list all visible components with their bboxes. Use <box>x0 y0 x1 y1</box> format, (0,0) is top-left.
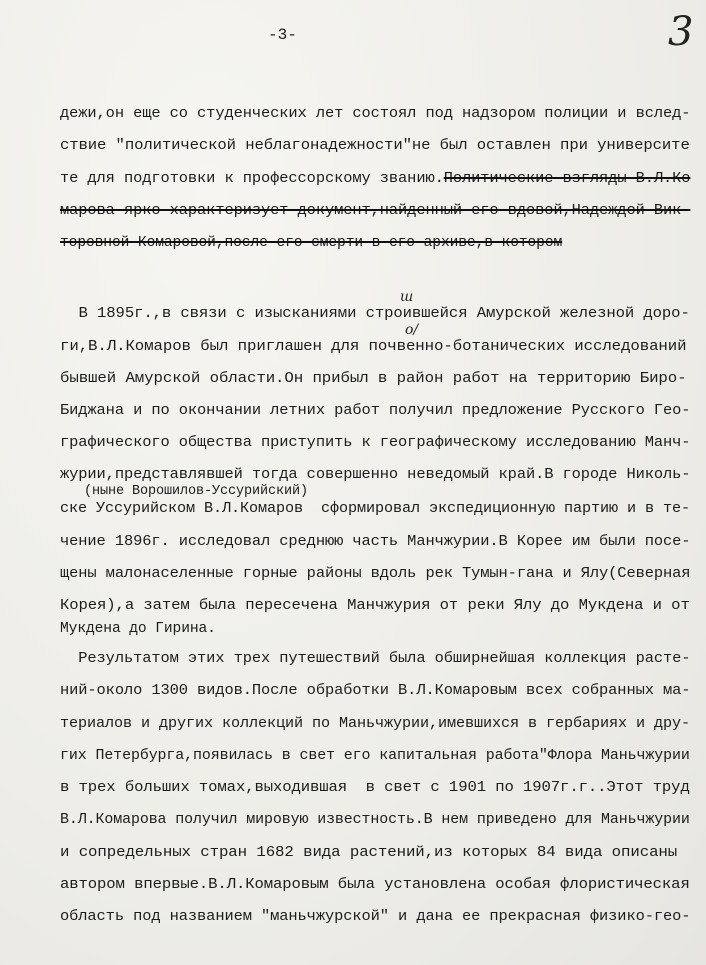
handwritten-correction: о/ <box>405 322 419 338</box>
text-segment: чение 1896г. исследовал среднюю часть Манчжурии.В Корее им были посе- <box>60 534 691 550</box>
text-line <box>60 306 690 322</box>
text-line <box>60 371 686 387</box>
text-line <box>60 683 690 699</box>
text-line <box>60 339 686 355</box>
text-segment: журии,представлявшей тогда совершенно неведомый край.В городе Николь- <box>60 467 691 483</box>
text-line <box>60 235 562 251</box>
text-line <box>60 435 690 451</box>
text-line <box>60 621 216 637</box>
text-segment: и сопредельных стран 1682 вида растений,из которых 84 вида описаны <box>60 845 678 861</box>
struck-text: марова ярко характеризует документ,найденный его вдовой,Надеждой Вик- <box>60 203 691 219</box>
text-segment: Корея),а затем была пересечена Манчжурия от реки Ялу до Мукдена и от <box>60 598 690 614</box>
text-line <box>60 566 690 582</box>
text-line <box>60 467 690 483</box>
text-segment: ствие "политической неблагонадежности"не был оставлен при университе <box>60 138 690 154</box>
text-segment: ги,В.Л.Комаров был приглашен для почвенно-ботанических исследований <box>60 339 687 355</box>
struck-text: торовной Комаровой,после его смерти в его архиве,в котором <box>60 235 563 251</box>
text-segment: автором впервые.В.Л.Комаровым была установлена особая флористическая <box>60 877 690 893</box>
text-line <box>60 171 690 187</box>
text-segment: В.Л.Комарова получил мировую известность.В нем приведено для Маньчжурии <box>60 812 690 828</box>
text-segment: гих Петербурга,появилась в свет его капитальная работа"Флора Маньчжурии <box>60 748 690 764</box>
text-segment: Мукдена до Гирина. <box>60 621 216 637</box>
text-segment: ске Уссурийском В.Л.Комаров сформировал экспедиционную партию и в те- <box>60 501 691 517</box>
text-line <box>60 716 690 732</box>
text-line <box>60 748 690 764</box>
handwritten-correction: ш <box>400 289 414 305</box>
text-line <box>60 812 690 828</box>
text-segment: в трех больших томах,выходившая в свет с 1901 по 1907г.г..Этот труд <box>60 780 690 796</box>
text-segment: графического общества приступить к географическому исследованию Манч- <box>60 435 691 451</box>
text-segment: те для подготовки к профессорскому званию. <box>60 171 444 187</box>
text-line <box>60 138 690 154</box>
text-line <box>60 845 677 861</box>
text-segment: щены малонаселенные горные районы вдоль рек Тумын-гана и Ялу(Северная <box>60 566 691 582</box>
text-segment: Биджана и по окончании летних работ получил предложение Русского Гео- <box>60 403 691 419</box>
page-number: -3- <box>268 26 297 44</box>
text-segment: дежи,он еще со студенческих лет состоял под надзором полиции и вслед- <box>60 106 691 122</box>
text-line <box>60 877 690 893</box>
text-line <box>60 403 690 419</box>
text-line <box>60 598 690 614</box>
text-segment: териалов и других коллекций по Маньчжурии,имевшихся в гербариях и дру- <box>60 716 691 732</box>
text-segment: Результатом этих трех путешествий была обширнейшая коллекция расте- <box>60 651 691 667</box>
struck-text: Политические взгляды В.Л.Ко <box>443 171 691 187</box>
text-line <box>60 651 690 667</box>
text-segment: область под названием "маньчжурской" и дана ее прекрасная физико-гео- <box>60 909 691 925</box>
text-line <box>60 534 690 550</box>
text-line <box>60 501 690 517</box>
text-line <box>60 203 690 219</box>
text-segment: бывшей Амурской области.Он прибыл в район работ на территорию Биро- <box>60 371 687 387</box>
text-line <box>60 909 690 925</box>
text-segment: В 1895г.,в связи с изысканиями строившейся Амурской железной доро- <box>60 306 690 322</box>
handwritten-page-mark: 3 <box>668 9 694 55</box>
text-line <box>60 106 690 122</box>
text-line <box>60 484 308 500</box>
text-line <box>60 780 690 796</box>
text-segment: (ныне Ворошилов-Уссурийский) <box>60 484 309 499</box>
text-segment: ний-около 1300 видов.После обработки В.Л.Комаровым всех собранных ма- <box>60 683 691 699</box>
